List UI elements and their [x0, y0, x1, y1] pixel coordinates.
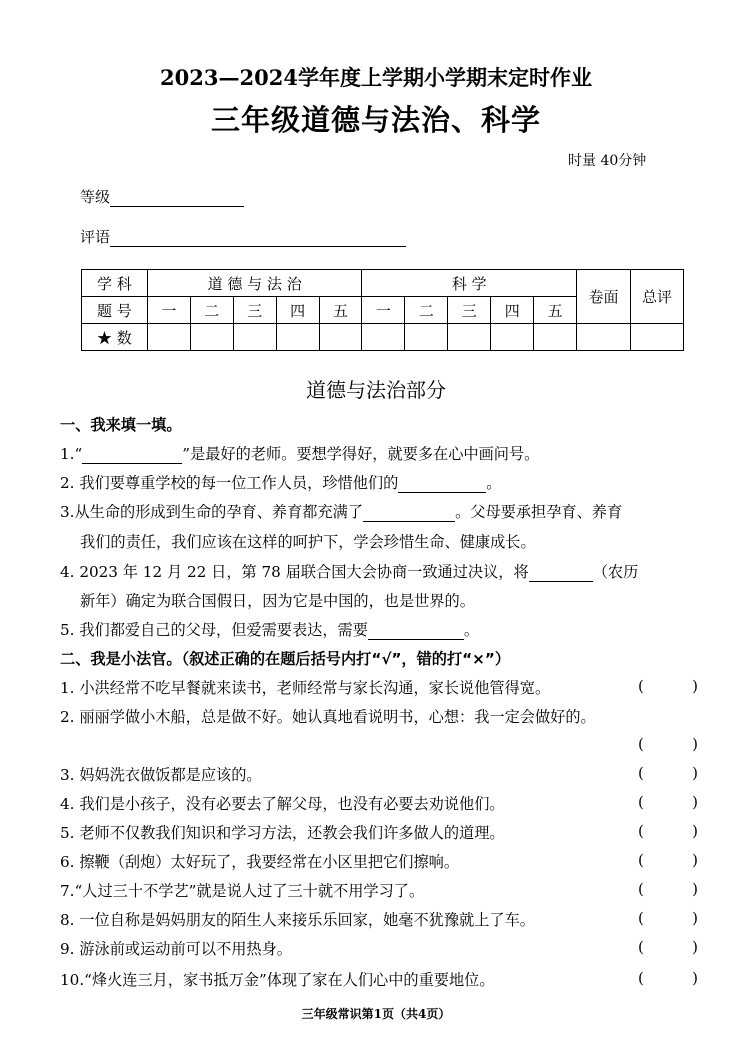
paren-close: )	[692, 764, 698, 782]
score-table	[81, 269, 684, 351]
table-cell: 五	[534, 297, 577, 324]
table-cell: 一	[147, 297, 190, 324]
number-label: 题 号	[82, 297, 148, 324]
question-text: 2. 我们要尊重学校的每一位工作人员，珍惜他们的	[60, 474, 399, 492]
paren-close: )	[692, 969, 698, 987]
paren-close: )	[692, 851, 698, 869]
question-text: 。父母要承担孕育、养育	[455, 503, 623, 521]
exam-subtitle: 三年级道德与法治、科学	[210, 103, 541, 137]
question-4	[60, 561, 638, 582]
question-text: 。	[486, 474, 502, 492]
subject-moral: 道 德 与 法 治	[147, 270, 362, 297]
subject-label: 学 科	[82, 270, 148, 297]
answer-parens[interactable]	[638, 735, 698, 753]
grade-field	[80, 186, 244, 207]
answer-blank[interactable]	[82, 448, 182, 464]
table-row	[82, 270, 684, 297]
score-cell[interactable]	[190, 324, 233, 351]
question-text: （农历	[592, 563, 639, 581]
answer-blank[interactable]	[368, 624, 464, 640]
table-cell: 一	[362, 297, 405, 324]
table-cell: 三	[233, 297, 276, 324]
question-text: 1.“	[60, 445, 83, 463]
judge-item: 1. 小洪经常不吃早餐就来读书，老师经常与家长沟通，家长说他管得宽。	[60, 679, 551, 697]
answer-blank[interactable]	[529, 566, 593, 582]
table-cell: 四	[276, 297, 319, 324]
paren-open: (	[638, 851, 644, 869]
grade-blank[interactable]	[110, 190, 244, 207]
judge-item: 3. 妈妈洗衣做饭都是应该的。	[60, 766, 262, 784]
paren-open: (	[638, 822, 644, 840]
score-cell[interactable]	[362, 324, 405, 351]
answer-parens[interactable]	[638, 764, 698, 782]
answer-parens[interactable]	[638, 793, 698, 811]
paren-open: (	[638, 764, 644, 782]
paren-close: )	[692, 735, 698, 753]
table-cell: 二	[405, 297, 448, 324]
question-text: 3.从生命的形成到生命的孕育、养育都充满了	[60, 503, 364, 521]
judge-item: 5. 老师不仅教我们知识和学习方法，还教会我们许多做人的道理。	[60, 824, 505, 842]
paren-close: )	[692, 909, 698, 927]
score-cell[interactable]	[630, 324, 683, 351]
paren-open: (	[638, 880, 644, 898]
score-cell[interactable]	[319, 324, 362, 351]
paren-close: )	[692, 938, 698, 956]
table-cell: 五	[319, 297, 362, 324]
question-5	[60, 619, 479, 640]
stars-label: ★ 数	[82, 324, 148, 351]
question-text: 。	[463, 621, 480, 639]
paren-close: )	[692, 793, 698, 811]
paren-open: (	[638, 938, 644, 956]
question-3	[60, 501, 622, 522]
answer-parens[interactable]	[638, 880, 698, 898]
answer-parens[interactable]	[638, 938, 698, 956]
score-cell[interactable]	[534, 324, 577, 351]
question-text: 4. 2023 年 12 月 22 日，第 78 届联合国大会协商一致通过决议，将	[60, 563, 529, 581]
paren-close: )	[692, 822, 698, 840]
paren-open: (	[638, 909, 644, 927]
part1-heading: 一、我来填一填。	[60, 416, 182, 434]
question-3-cont: 我们的责任，我们应该在这样的呵护下，学会珍惜生命、健康成长。	[80, 533, 536, 551]
answer-blank[interactable]	[363, 506, 455, 522]
answer-parens[interactable]	[638, 677, 698, 695]
question-2	[60, 472, 501, 493]
score-cell[interactable]	[448, 324, 491, 351]
judge-item: 2. 丽丽学做小木船，总是做不好。她认真地看说明书，心想：我一定会做好的。	[60, 708, 596, 726]
part2-heading: 二、我是小法官。（叙述正确的在题后括号内打“√”，错的打“×”）	[60, 650, 511, 668]
judge-item: 8. 一位自称是妈妈朋友的陌生人来接乐乐回家，她毫不犹豫就上了车。	[60, 911, 535, 929]
duration-label: 时量 40分钟	[568, 153, 647, 169]
paren-close: )	[692, 677, 698, 695]
answer-parens[interactable]	[638, 909, 698, 927]
paper-label: 卷面	[577, 270, 631, 324]
paren-close: )	[692, 880, 698, 898]
page-footer: 三年级常识第1页（共4页）	[301, 1007, 451, 1021]
question-4-cont: 新年）确定为联合国假日，因为它是中国的，也是世界的。	[80, 592, 475, 610]
judge-item: 10.“烽火连三月，家书抵万金”体现了家在人们心中的重要地位。	[60, 971, 495, 989]
comment-field	[80, 226, 406, 247]
score-cell[interactable]	[233, 324, 276, 351]
question-text: 5. 我们都爱自己的父母，但爱需要表达，需要	[60, 621, 368, 639]
score-cell[interactable]	[276, 324, 319, 351]
score-cell[interactable]	[577, 324, 631, 351]
comment-label: 评语	[80, 228, 111, 246]
total-label: 总评	[630, 270, 683, 324]
score-cell[interactable]	[147, 324, 190, 351]
table-row	[82, 324, 684, 351]
grade-label: 等级	[80, 188, 111, 206]
question-text: ”是最好的老师。要想学得好，就要多在心中画问号。	[182, 445, 540, 463]
table-cell: 二	[190, 297, 233, 324]
table-cell: 四	[491, 297, 534, 324]
answer-parens[interactable]	[638, 822, 698, 840]
paren-open: (	[638, 735, 644, 753]
exam-title: 2023—2024学年度上学期小学期末定时作业	[160, 65, 592, 90]
judge-item: 9. 游泳前或运动前可以不用热身。	[60, 940, 292, 958]
answer-blank[interactable]	[398, 477, 486, 493]
section-title: 道德与法治部分	[306, 378, 446, 402]
table-cell: 三	[448, 297, 491, 324]
score-cell[interactable]	[491, 324, 534, 351]
judge-item: 6. 擦鞭（刮炮）太好玩了，我要经常在小区里把它们擦响。	[60, 853, 460, 871]
answer-parens[interactable]	[638, 969, 698, 987]
paren-open: (	[638, 969, 644, 987]
judge-item: 7.“人过三十不学艺”就是说人过了三十就不用学习了。	[60, 882, 425, 900]
judge-item: 4. 我们是小孩子，没有必要去了解父母，也没有必要去劝说他们。	[60, 795, 505, 813]
score-cell[interactable]	[405, 324, 448, 351]
subject-science: 科 学	[362, 270, 577, 297]
answer-parens[interactable]	[638, 851, 698, 869]
comment-blank[interactable]	[110, 230, 406, 247]
paren-open: (	[638, 677, 644, 695]
paren-open: (	[638, 793, 644, 811]
question-1	[60, 443, 539, 464]
